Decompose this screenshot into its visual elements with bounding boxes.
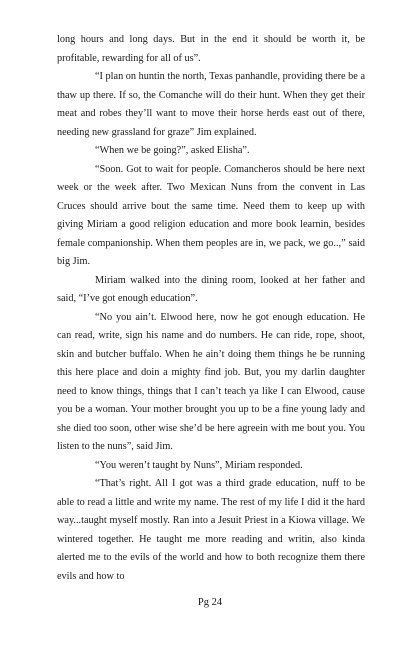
paragraph: “No you ain’t. Elwood here, now he got enough education. He can read, write, sign his name and do numbers. He can ride, rope, shoot, skin and butcher buffalo. When he ain’t doing them things he be running this here place and doin a mighty find job. But, you my darlin daughter need to know things, things that I can’t teach ya like I can Elwood, cause you be a woman. Your mother brought you up to be a fine young lady and she died too soon, other wise she’d be here agreein with me bout you. You listen to the nuns”, said Jim. (57, 311, 365, 452)
paragraph: “I plan on huntin the north, Texas panhandle, providing there be a thaw up there. If so, the Comanche will do their hunt. When they get their meat and robes they’ll want to move their horse herds east out of there, needing new grassland for graze” Jim explained. (57, 71, 365, 138)
paragraph: “Soon. Got to wait for people. Comancheros should be here next week or the week after. Two Mexican Nuns from the convent in Las Cruces should arrive bout the same time. Need them to keep up with giving Miriam a good religion education and more book learnin, besides female companionship. When them peoples are in, we pack, we go..,” said big Jim. (57, 163, 365, 267)
paragraph: “You weren’t taught by Nuns”, Miriam responded. (95, 459, 303, 471)
paragraph: Miriam walked into the dining room, looked at her father and said, “I’ve got enough education”. (57, 274, 365, 304)
paragraph: “When we be going?”, asked Elisha”. (95, 145, 250, 156)
paragraph: “That’s right. All I got was a third grade education, nuff to be able to read a little and write my name. The rest of my life I did it the hard way...taught myself mostly. Ran into a Jesuit Priest in a Kiowa village. We wintered together. He taught me more reading and writin, also kinda alerted me to the evils of the world and how to both recognize them there evils and how to (57, 478, 365, 582)
page-body (57, 31, 365, 586)
page-number: Pg 24 (197, 597, 223, 608)
paragraph-continued: long hours and long days. But in the end it should be worth it, be profitable, rewarding for all of us”. (57, 34, 365, 64)
